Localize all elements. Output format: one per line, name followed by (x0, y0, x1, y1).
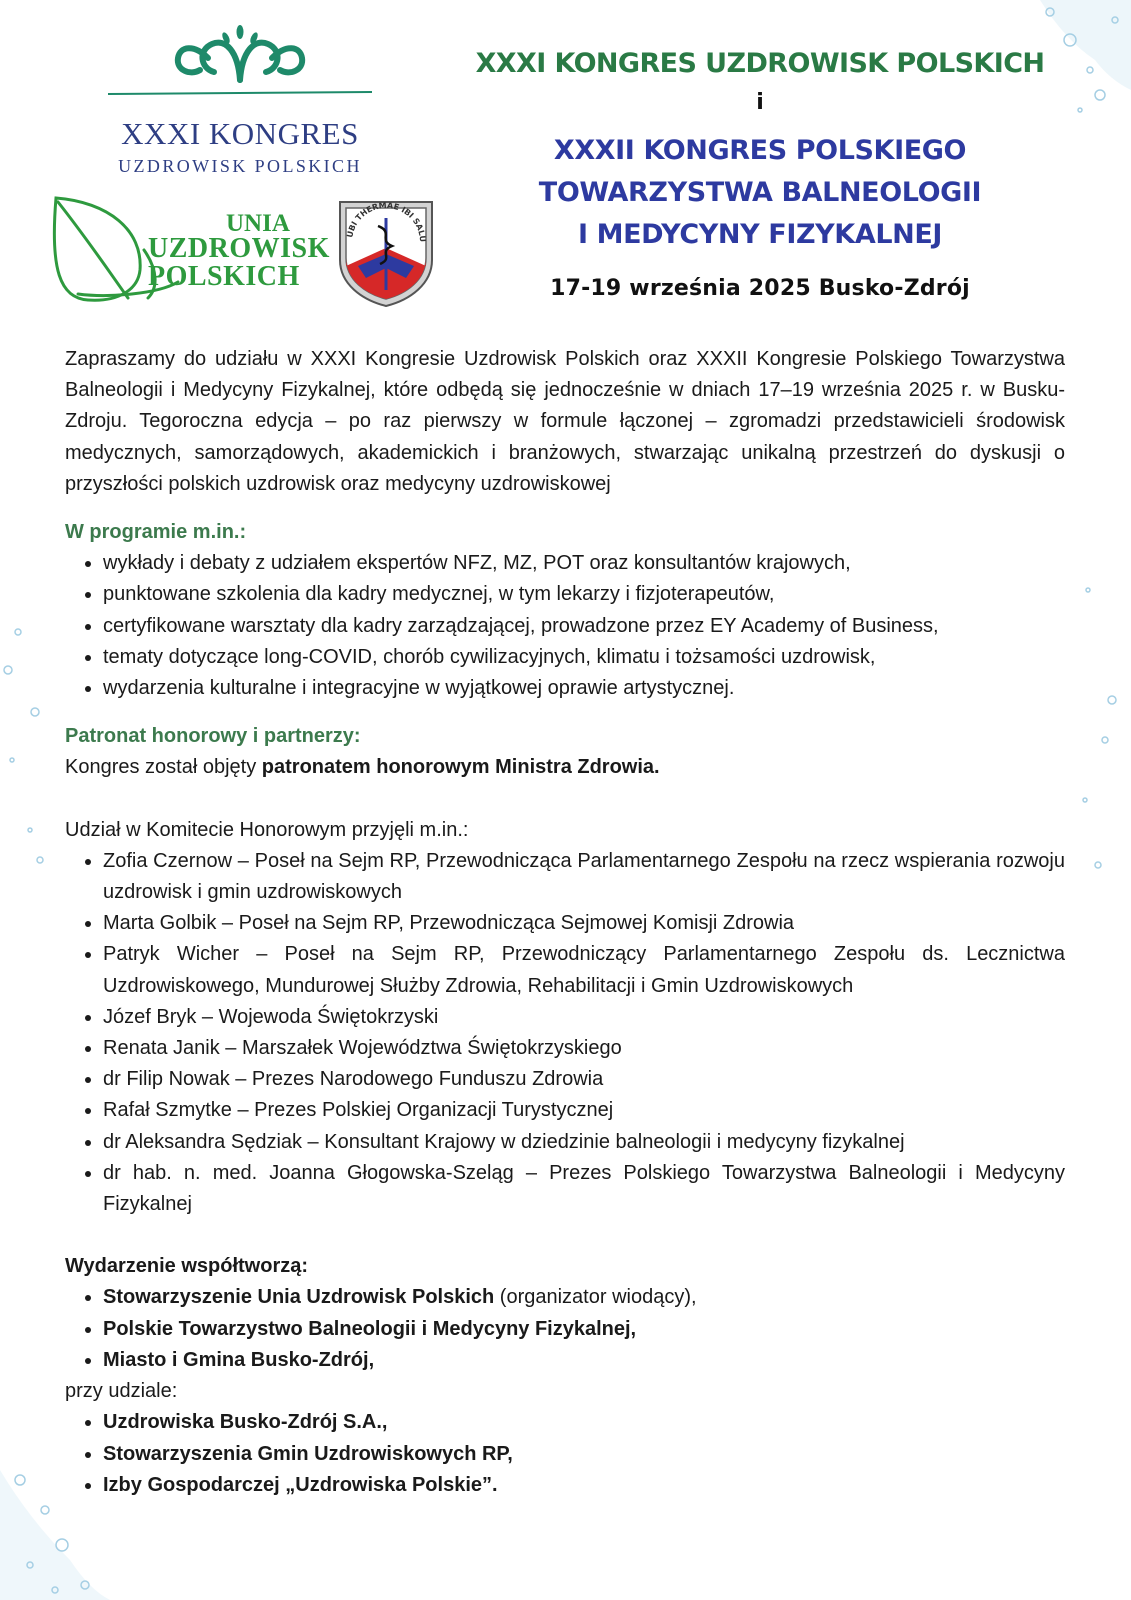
list-item: • wykłady i debaty z udziałem ekspertów NFZ, MZ, POT oraz konsultantów krajowych, (103, 548, 1065, 579)
shield-motto: UBI THERMAE IBI SALU (345, 200, 428, 243)
list-item: • Stowarzyszenia Gmin Uzdrowiskowych RP, (103, 1439, 1065, 1470)
list-item: • wydarzenia kulturalne i integracyjne w wyjątkowej oprawie artystycznej. (103, 673, 1065, 704)
unia-logo-line2: UZDROWISK (148, 233, 330, 264)
coorganizers-heading: Wydarzenie współtworzą: (65, 1255, 309, 1278)
patronage-heading: Patronat honorowy i partnerzy: (65, 725, 361, 748)
patronage-text: Kongres został objęty patronatem honorowym Ministra Zdrowia. (65, 756, 660, 779)
unia-uzdrowisk-logo (48, 190, 330, 310)
program-heading: W programie m.in.: (65, 521, 247, 544)
list-item: • tematy dotyczące long-COVID, chorób cywilizacyjnych, klimatu i tożsamości uzdrowisk, (103, 642, 1065, 673)
ptbimf-shield-logo (336, 196, 436, 308)
list-item: • dr hab. n. med. Joanna Głogowska-Szeląg – Prezes Polskiego Towarzystwa Balneologii i Medycyny Fizykalnej (103, 1158, 1065, 1220)
list-item: • Polskie Towarzystwo Balneologii i Medycyny Fizykalnej, (103, 1314, 1065, 1345)
kongres-logo (100, 22, 380, 182)
participants-label: przy udziale: (65, 1380, 178, 1403)
committee-list (65, 846, 1065, 1220)
kongres-logo-subtitle: UZDROWISK POLSKICH (118, 156, 362, 176)
header-title-blue-line3: I MEDYCYNY FIZYKALNEJ (577, 219, 943, 250)
list-item: • Stowarzyszenie Unia Uzdrowisk Polskich (organizator wiodący), (103, 1282, 1065, 1313)
program-list (65, 548, 1065, 704)
main-content (65, 344, 1065, 1501)
header-title-blue-line2: TOWARZYSTWA BALNEOLOGII (538, 177, 982, 208)
participants-list (65, 1407, 1065, 1501)
list-item: • Izby Gospodarczej „Uzdrowiska Polskie”. (103, 1470, 1065, 1501)
list-item: • Rafał Szmytke – Prezes Polskiej Organizacji Turystycznej (103, 1095, 1065, 1126)
list-item: • Zofia Czernow – Poseł na Sejm RP, Przewodnicząca Parlamentarnego Zespołu na rzecz wspierania rozwoju uzdrowisk i gmin uzdrowiskowych (103, 846, 1065, 908)
header-conjunction: i (756, 90, 764, 115)
event-date: 17-19 września 2025 Busko-Zdrój (550, 276, 970, 301)
list-item: • Renata Janik – Marszałek Województwa Świętokrzyskiego (103, 1033, 1065, 1064)
kongres-logo-title: XXXI KONGRES (121, 116, 359, 151)
list-item: • Uzdrowiska Busko-Zdrój S.A., (103, 1407, 1065, 1438)
list-item: • Józef Bryk – Wojewoda Świętokrzyski (103, 1002, 1065, 1033)
header-title-green: XXXI KONGRES UZDROWISK POLSKICH (475, 48, 1045, 79)
list-item: • Miasto i Gmina Busko-Zdrój, (103, 1345, 1065, 1376)
list-item: • dr Aleksandra Sędziak – Konsultant Krajowy w dziedzinie balneologii i medycyny fizykalnej (103, 1127, 1065, 1158)
list-item: • Patryk Wicher – Poseł na Sejm RP, Przewodniczący Parlamentarnego Zespołu ds. Lecznictwa Uzdrowiskowego, Mundurowej Służby Zdrowia, Rehabilitacji i Gmin Uzdrowiskowych (103, 939, 1065, 1001)
list-item: • punktowane szkolenia dla kadry medycznej, w tym lekarzy i fizjoterapeutów, (103, 579, 1065, 610)
unia-logo-line3: POLSKICH (148, 261, 300, 292)
intro-paragraph: Zapraszamy do udziału w XXXI Kongresie Uzdrowisk Polskich oraz XXXII Kongresie Polskiego Towarzystwa Balneologii i Medycyny Fizykalnej, które odbędą się jednocześnie w dniach 17–19 września 2025 r. w Busku-Zdroju. Tegoroczna edycja – po raz pierwszy w formule łączonej – zgromadzi przedstawicieli środowisk medycznych, samorządowych, akademickich i branżowych, stwarzając unikalną przestrzeń do dyskusji o przyszłości polskich uzdrowisk oraz medycyny uzdrowiskowej (65, 348, 1065, 495)
patronage-bold: patronatem honorowym Ministra Zdrowia. (261, 756, 660, 779)
committee-intro: Udział w Komitecie Honorowym przyjęli m.in.: (65, 818, 469, 841)
list-item: • Marta Golbik – Poseł na Sejm RP, Przewodnicząca Sejmowej Komisji Zdrowia (103, 908, 1065, 939)
header-title-blue-line1: XXXII KONGRES POLSKIEGO (553, 135, 967, 166)
coorganizers-list (65, 1282, 1065, 1376)
list-item: • certyfikowane warsztaty dla kadry zarządzającej, prowadzone przez EY Academy of Business, (103, 611, 1065, 642)
kongres-emblem-icon (100, 22, 380, 116)
list-item: • dr Filip Nowak – Prezes Narodowego Funduszu Zdrowia (103, 1064, 1065, 1095)
unia-logo-line1: UNIA (226, 210, 290, 237)
